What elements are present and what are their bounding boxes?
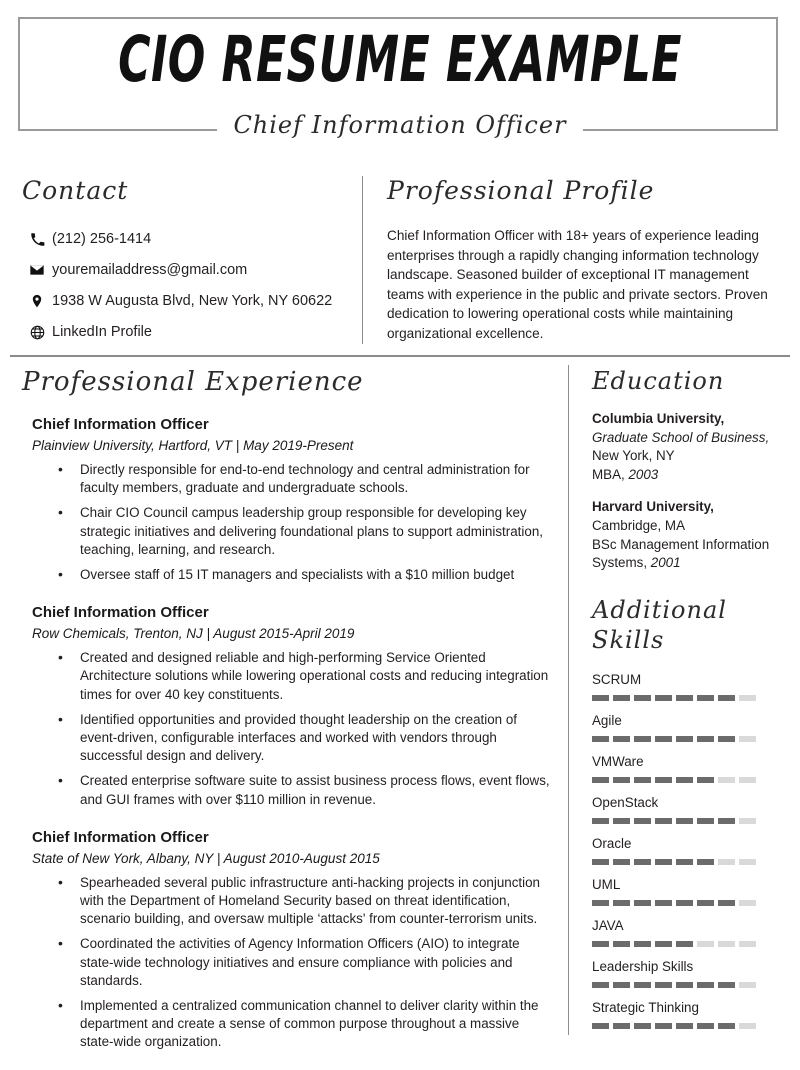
skill-entry [592,835,782,865]
job-bullet: • Oversee staff of 15 IT managers and specialists with a $10 million budget [80,566,555,584]
envelope-icon [22,262,52,278]
skill-segment [634,1023,651,1029]
education-list [592,410,782,573]
skill-segment [634,777,651,783]
contact-item[interactable] [22,259,352,281]
education-year: 2003 [628,466,659,482]
job-title: Chief Information Officer [32,604,209,622]
skill-segment [718,818,735,824]
skill-segment [697,900,714,906]
skills-heading: Additional Skills [592,595,727,654]
skill-entry [592,753,782,783]
section-divider-horizontal [10,355,790,357]
skill-segment [739,1023,756,1029]
skill-segment [739,736,756,742]
skill-segment [718,900,735,906]
skill-segment [655,777,672,783]
job-meta: Row Chemicals, Trenton, NJ | August 2015-April 2019 [32,626,355,642]
contact-section [22,176,352,352]
skill-segment [592,859,609,865]
skill-segment [655,1023,672,1029]
education-location: New York, NY [592,448,675,464]
skill-segment [676,818,693,824]
skill-segment [697,777,714,783]
skill-segment [655,982,672,988]
skill-label: SCRUM [592,671,642,687]
sidebar [592,366,782,1040]
skill-segment [592,982,609,988]
contact-item[interactable] [22,228,352,250]
job-bullet: • Coordinated the activities of Agency Information Officers (AIO) to integrate state-wide technology initiatives and ensure compliance with policies and standards. [80,935,555,990]
skill-segment [676,941,693,947]
skill-level-bar [592,695,782,701]
job-meta: Plainview University, Hartford, VT | May 2019-Present [32,438,354,453]
skill-segment [634,982,651,988]
education-entry [592,498,782,572]
header-subtitle-container [0,108,800,142]
skill-entry [592,999,782,1029]
skill-level-bar [592,900,782,906]
education-location: Cambridge, MA [592,517,686,533]
skill-segment [676,900,693,906]
education-year: 2001 [650,555,681,571]
skill-segment [697,1023,714,1029]
skill-segment [634,859,651,865]
skill-segment [718,695,735,701]
skill-segment [676,777,693,783]
skill-segment [739,859,756,865]
education-program: Graduate School of Business, [592,429,770,445]
skill-segment [655,818,672,824]
experience-heading: Professional Experience [22,367,364,397]
skill-level-bar [592,818,782,824]
skill-segment [634,695,651,701]
skill-segment [613,1023,630,1029]
skill-segment [655,859,672,865]
job-meta: State of New York, Albany, NY | August 2010-August 2015 [32,850,380,866]
experience-entry [22,602,555,809]
skill-segment [634,818,651,824]
education-school: Harvard University, [592,499,714,515]
skill-segment [676,736,693,742]
skill-segment [697,695,714,701]
skill-label: Oracle [592,835,632,851]
skill-entry [592,958,782,988]
job-bullet-list [22,461,555,584]
skill-segment [697,941,714,947]
skill-segment [676,859,693,865]
job-bullet-list [22,649,555,809]
skill-segment [592,1023,609,1029]
contact-value: (212) 256-1414 [52,231,152,247]
contact-value: youremailaddress@gmail.com [52,262,248,278]
skill-level-bar [592,982,782,988]
job-bullet: • Spearheaded several public infrastructure anti-hacking projects in conjunction with the Department of Homeland Security based on threat identification, scenario building, and oversaw multiple ‘attacks' from counter-terrorism units. [80,874,555,929]
skill-segment [739,695,756,701]
profile-text: Chief Information Officer with 18+ years of experience leading enterprises through a rapidly changing information technology landscape. Seasoned builder of exceptional IT management teams with experience in the public and private sectors. Proven dedication to lowering operational costs while maintaining organizational excellence. [387,228,768,341]
experience-entry [22,827,555,1052]
contact-value: LinkedIn Profile [52,324,152,340]
phone-icon [22,232,52,247]
skill-segment [613,777,630,783]
skill-segment [676,1023,693,1029]
profile-heading: Professional Profile [387,176,655,205]
skill-level-bar [592,777,782,783]
skill-segment [613,982,630,988]
skill-segment [718,777,735,783]
skill-level-bar [592,941,782,947]
education-degree: MBA, [592,466,629,482]
job-title: Chief Information Officer [32,828,209,846]
skill-segment [739,818,756,824]
skill-segment [676,695,693,701]
job-bullet: • Implemented a centralized communication channel to deliver clarity within the department and create a sense of common purpose throughout a massive state-wide organization. [80,997,555,1052]
contact-item[interactable] [22,290,352,312]
globe-icon [22,325,52,340]
job-bullet: • Directly responsible for end-to-end technology and central administration for faculty members, graduate and undergraduate schools. [80,461,555,497]
skill-segment [592,941,609,947]
skill-segment [718,736,735,742]
skill-entry [592,794,782,824]
skill-segment [718,1023,735,1029]
page-title: CIO RESUME EXAMPLE [118,23,682,96]
education-school: Columbia University, [592,411,725,426]
skill-level-bar [592,736,782,742]
skill-segment [655,900,672,906]
skill-entry [592,671,782,701]
contact-heading: Contact [22,176,129,205]
location-pin-icon [22,293,52,309]
experience-section [22,366,555,1070]
skill-segment [634,736,651,742]
jobs-list [22,414,555,1052]
job-bullet: • Chair CIO Council campus leadership group responsible for developing key strategic initiatives and delivering foundational plans to support administration, teaching, learning, and research. [80,504,555,559]
skill-label: OpenStack [592,794,659,810]
skill-segment [739,777,756,783]
education-heading: Education [592,367,725,395]
skill-segment [718,982,735,988]
skill-entry [592,917,782,947]
job-bullet-list [22,874,555,1052]
skill-segment [739,982,756,988]
education-entry [592,410,782,484]
skill-segment [613,859,630,865]
skill-segment [697,818,714,824]
skill-label: VMWare [592,753,644,769]
skill-entry [592,712,782,742]
experience-entry [22,414,555,584]
job-subtitle: Chief Information Officer [217,108,582,142]
skill-level-bar [592,1023,782,1029]
job-bullet: • Identified opportunities and provided thought leadership on the creation of event-driven, configurable interfaces and worked with vendors through successful design and delivery. [80,711,555,766]
skill-segment [592,695,609,701]
contact-value: 1938 W Augusta Blvd, New York, NY 60622 [52,293,333,309]
skill-level-bar [592,859,782,865]
skill-label: JAVA [592,917,624,933]
job-bullet: • Created and designed reliable and high-performing Service Oriented Architecture solutions while lowering operational costs and reducing integration times for over 40 key constituents. [80,649,555,704]
job-title: Chief Information Officer [32,416,209,433]
skill-segment [592,777,609,783]
education-degree: BSc Management Information Systems, [592,536,770,571]
skill-segment [676,982,693,988]
skill-label: Leadership Skills [592,958,694,974]
skill-segment [613,900,630,906]
skill-segment [739,900,756,906]
contact-list [22,228,352,343]
skill-label: Agile [592,712,622,728]
skill-entry [592,876,782,906]
skill-label: UML [592,876,621,892]
skills-list [592,671,782,1029]
skill-segment [697,736,714,742]
skill-segment [655,941,672,947]
skill-segment [634,900,651,906]
top-column-divider [362,176,363,344]
skill-segment [592,818,609,824]
skill-segment [697,982,714,988]
skill-segment [697,859,714,865]
professional-profile-section [387,176,777,343]
job-bullet: • Created enterprise software suite to assist business process flows, event flows, and GUI frames with over $110 million in revenue. [80,772,555,808]
skill-segment [655,695,672,701]
skill-segment [613,695,630,701]
skill-segment [592,900,609,906]
skill-segment [592,736,609,742]
main-column-divider [568,365,569,1035]
skill-segment [718,859,735,865]
skill-segment [718,941,735,947]
skill-segment [655,736,672,742]
skill-segment [613,818,630,824]
skill-segment [634,941,651,947]
skill-segment [613,941,630,947]
contact-item[interactable] [22,321,352,343]
skill-segment [613,736,630,742]
skill-label: Strategic Thinking [592,999,699,1015]
skill-segment [739,941,756,947]
